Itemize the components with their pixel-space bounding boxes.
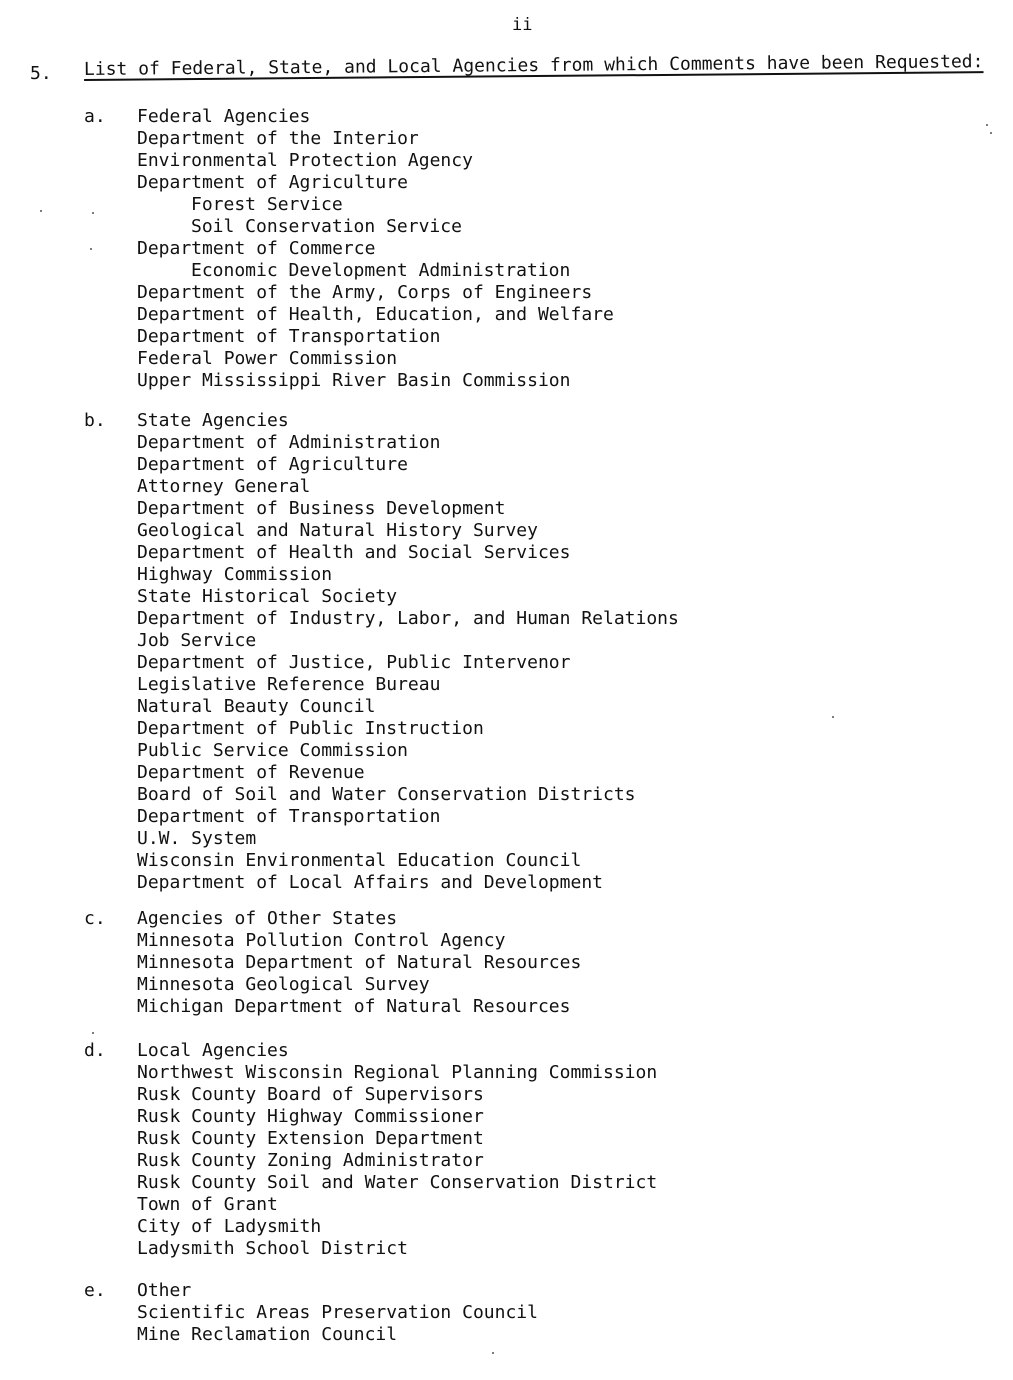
section-heading: Federal Agencies <box>137 106 311 127</box>
agency-item: Environmental Protection Agency <box>137 150 473 171</box>
agency-item: Natural Beauty Council <box>137 696 376 717</box>
agency-item: Rusk County Zoning Administrator <box>137 1150 484 1171</box>
agency-item: Department of Agriculture <box>137 172 408 193</box>
section-heading: State Agencies <box>137 410 289 431</box>
agency-item: Town of Grant <box>137 1194 278 1215</box>
section-heading: Local Agencies <box>137 1040 289 1061</box>
scan-speck <box>832 716 834 718</box>
agency-item: Upper Mississippi River Basin Commission <box>137 370 571 391</box>
scan-speck <box>40 210 42 212</box>
section-list <box>137 410 679 894</box>
section-letter: d. <box>84 1040 106 1061</box>
section-list <box>137 106 614 392</box>
section-letter: e. <box>84 1280 106 1301</box>
agency-item: Scientific Areas Preservation Council <box>137 1302 538 1323</box>
scan-speck <box>92 212 94 214</box>
section-list <box>137 1280 538 1346</box>
agency-item: Minnesota Geological Survey <box>137 974 430 995</box>
agency-item: Federal Power Commission <box>137 348 398 369</box>
section-letter: a. <box>84 106 106 127</box>
agency-item: U.W. System <box>137 828 257 849</box>
scan-speck <box>90 248 92 250</box>
agency-item: Forest Service <box>191 194 343 215</box>
agency-item: Board of Soil and Water Conservation Districts <box>137 784 636 805</box>
heading-title: List of Federal, State, and Local Agencies from which Comments have been Requested: <box>83 51 984 80</box>
agency-item: Rusk County Highway Commissioner <box>137 1106 484 1127</box>
scan-speck <box>990 132 992 134</box>
agency-item: Department of Health and Social Services <box>137 542 571 563</box>
agency-item: Geological and Natural History Survey <box>137 520 538 541</box>
agency-item: Highway Commission <box>137 564 333 585</box>
agency-item: Department of Commerce <box>137 238 376 259</box>
heading-number: 5. <box>30 63 52 84</box>
agency-item: Minnesota Pollution Control Agency <box>137 930 506 951</box>
section-letter: b. <box>84 410 106 431</box>
agency-item: Department of Industry, Labor, and Human Relations <box>137 608 679 629</box>
agency-item: Economic Development Administration <box>191 260 571 281</box>
agency-item: Northwest Wisconsin Regional Planning Commission <box>137 1062 658 1083</box>
agency-item: Ladysmith School District <box>137 1238 408 1259</box>
agency-item: Department of Local Affairs and Development <box>137 872 603 893</box>
agency-item: Public Service Commission <box>137 740 408 761</box>
agency-item: Department of Transportation <box>137 806 441 827</box>
agency-item: Department of Justice, Public Intervenor <box>137 652 571 673</box>
agency-item: City of Ladysmith <box>137 1216 322 1237</box>
agency-item: Department of Public Instruction <box>137 718 484 739</box>
agency-item: State Historical Society <box>137 586 398 607</box>
agency-item: Rusk County Soil and Water Conservation District <box>137 1172 658 1193</box>
agency-item: Department of Transportation <box>137 326 441 347</box>
section-letter: c. <box>84 908 106 929</box>
section-list <box>137 908 581 1018</box>
agency-item: Wisconsin Environmental Education Council <box>137 850 582 871</box>
agency-item: Michigan Department of Natural Resources <box>137 996 571 1017</box>
scan-speck <box>92 1032 94 1034</box>
agency-item: Rusk County Extension Department <box>137 1128 484 1149</box>
agency-item: Mine Reclamation Council <box>137 1324 398 1345</box>
agency-item: Rusk County Board of Supervisors <box>137 1084 484 1105</box>
agency-item: Department of the Army, Corps of Engineers <box>137 282 593 303</box>
scan-speck <box>492 1352 494 1354</box>
section-heading: Agencies of Other States <box>137 908 398 929</box>
agency-item: Department of Health, Education, and Welfare <box>137 304 614 325</box>
agency-item: Department of the Interior <box>137 128 419 149</box>
agency-item: Minnesota Department of Natural Resources <box>137 952 582 973</box>
agency-item: Department of Administration <box>137 432 441 453</box>
agency-item: Department of Business Development <box>137 498 506 519</box>
agency-item: Department of Agriculture <box>137 454 408 475</box>
section-heading: Other <box>137 1280 192 1301</box>
agency-item: Department of Revenue <box>137 762 365 783</box>
agency-item: Soil Conservation Service <box>191 216 462 237</box>
section-list <box>137 1040 657 1260</box>
page-number: ii <box>512 15 533 35</box>
scan-speck <box>986 124 988 126</box>
agency-item: Legislative Reference Bureau <box>137 674 441 695</box>
agency-item: Job Service <box>137 630 257 651</box>
agency-item: Attorney General <box>137 476 311 497</box>
